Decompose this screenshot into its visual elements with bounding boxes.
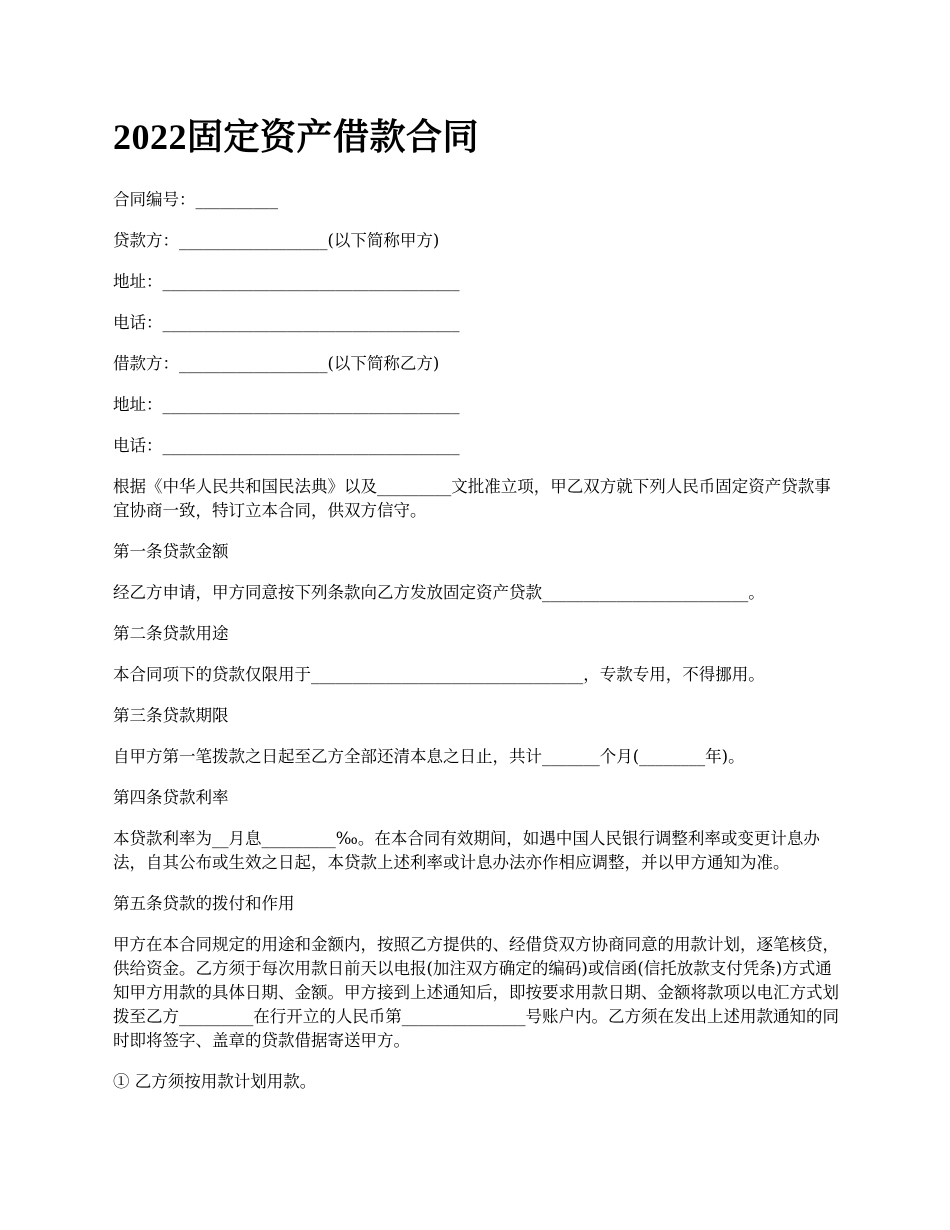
article-1-text: 经乙方申请，甲方同意按下列条款向乙方发放固定资产贷款_________________________。	[113, 583, 765, 602]
borrower-phone-line: 电话：____________________________________	[113, 436, 460, 455]
borrower-line: 借款方：__________________(以下简称乙方)	[113, 354, 440, 373]
document-title: 2022固定资产借款合同	[113, 117, 480, 157]
article-1-heading: 第一条贷款金额	[113, 542, 229, 561]
list-item-1: ① 乙方须按用款计划用款。	[113, 1072, 317, 1091]
article-2-text: 本合同项下的贷款仅限用于_________________________________，专款专用，不得挪用。	[113, 665, 765, 684]
article-4-heading: 第四条贷款利率	[113, 788, 229, 807]
article-5-text: 甲方在本合同规定的用途和金额内，按照乙方提供的、经借贷双方协商同意的用款计划，逐笔核贷，供给资金。乙方须于每次用款日前天以电报(加注双方确定的编码)或信函(信托放款支付凭条)方式通知甲方用款的具体日期、金额。甲方接到上述通知后，即按要求用款日期、金额将款项以电汇方式划拨至乙方_________在行开立的人民币第_______________号账户内。乙方须在发出上述用款通知的同时即将签字、盖章的贷款借据寄送甲方。	[113, 935, 839, 1050]
article-3-text: 自甲方第一笔拨款之日起至乙方全部还清本息之日止，共计_______个月(________年)。	[113, 747, 745, 766]
article-3-heading: 第三条贷款期限	[113, 706, 229, 725]
lender-line: 贷款方：__________________(以下简称甲方)	[113, 231, 440, 250]
article-2-heading: 第二条贷款用途	[113, 624, 229, 643]
contract-number-line: 合同编号：__________	[113, 190, 278, 209]
lender-address-line: 地址：____________________________________	[113, 272, 460, 291]
article-4-text: 本贷款利率为__月息_________‰。在本合同有效期间，如遇中国人民银行调整利率或变更计息办法，自其公布或生效之日起，本贷款上述利率或计息办法亦作相应调整，并以甲方通知为准。	[113, 829, 820, 872]
lender-phone-line: 电话：____________________________________	[113, 313, 460, 332]
preamble-paragraph: 根据《中华人民共和国民法典》以及_________文批准立项，甲乙双方就下列人民币固定资产贷款事宜协商一致，特订立本合同，供双方信守。	[113, 477, 831, 520]
borrower-address-line: 地址：____________________________________	[113, 395, 460, 414]
article-5-heading: 第五条贷款的拨付和作用	[113, 894, 295, 913]
